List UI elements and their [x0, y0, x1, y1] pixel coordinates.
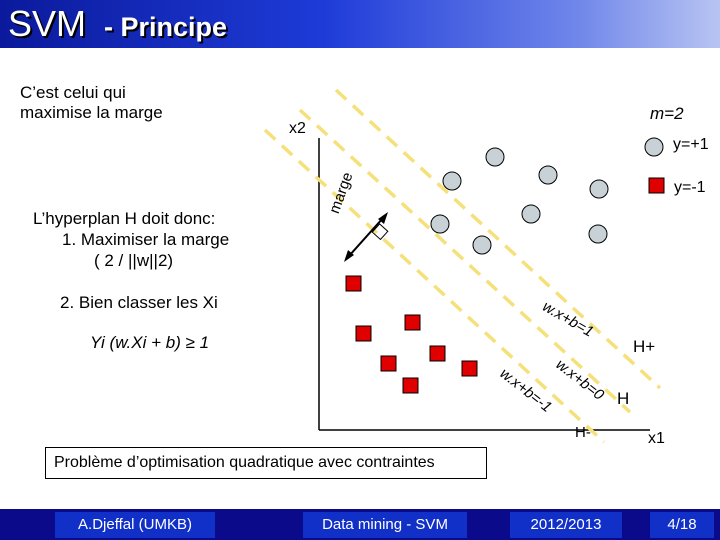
negative-point: [356, 326, 371, 341]
slide-subtitle: - Principe: [104, 12, 228, 42]
positive-point: [431, 215, 449, 233]
margin-value: m=2: [650, 104, 684, 123]
positive-point: [443, 172, 461, 190]
positive-point: [522, 205, 540, 223]
positive-point: [486, 148, 504, 166]
h-label: H: [617, 389, 630, 408]
legend-positive-label: y=+1: [673, 136, 709, 153]
constraint-formula: Yi (w.Xi + b) ≥ 1: [90, 333, 210, 352]
h-plus-label: H+: [633, 337, 656, 356]
negative-point: [346, 276, 361, 291]
footer-year: 2012/2013: [510, 512, 622, 538]
margin-label: marge: [326, 170, 357, 216]
objective-1: 1. Maximiser la marge: [62, 230, 230, 249]
footer-author: A.Djeffal (UMKB): [55, 512, 215, 538]
negative-point: [430, 346, 445, 361]
legend-negative-marker: [649, 178, 664, 193]
negative-point: [403, 378, 418, 393]
negative-point: [381, 356, 396, 371]
legend-positive-marker: [645, 138, 663, 156]
axis-x2-label: x2: [289, 120, 306, 137]
objective-2: 2. Bien classer les Xi: [60, 293, 218, 312]
intro-line-2: maximise la marge: [20, 103, 163, 122]
negative-point: [405, 315, 420, 330]
slide-title: SVM: [8, 3, 87, 44]
axis-x1-label: x1: [648, 430, 665, 447]
negative-point: [462, 361, 477, 376]
positive-point: [590, 180, 608, 198]
h-minus-label: H-: [575, 424, 591, 441]
hyperplane-intro: L’hyperplan H doit donc:: [33, 209, 216, 228]
optimization-problem-box: Problème d’optimisation quadratique avec contraintes: [45, 447, 487, 479]
line-label-minus: w.x+b=-1: [496, 365, 555, 416]
line-label-zero: w.x+b=0: [552, 356, 608, 404]
positive-point: [589, 225, 607, 243]
legend-negative-label: y=-1: [674, 179, 706, 196]
footer-page-number: 4/18: [650, 512, 714, 538]
footer-bar: [0, 509, 720, 540]
positive-point: [539, 166, 557, 184]
positive-point: [473, 236, 491, 254]
footer-course: Data mining - SVM: [303, 512, 467, 538]
line-label-plus: w.x+b=1: [539, 298, 597, 341]
intro-line-1: C’est celui qui: [20, 83, 126, 102]
objective-1-formula: ( 2 / ||w||2): [94, 251, 174, 270]
